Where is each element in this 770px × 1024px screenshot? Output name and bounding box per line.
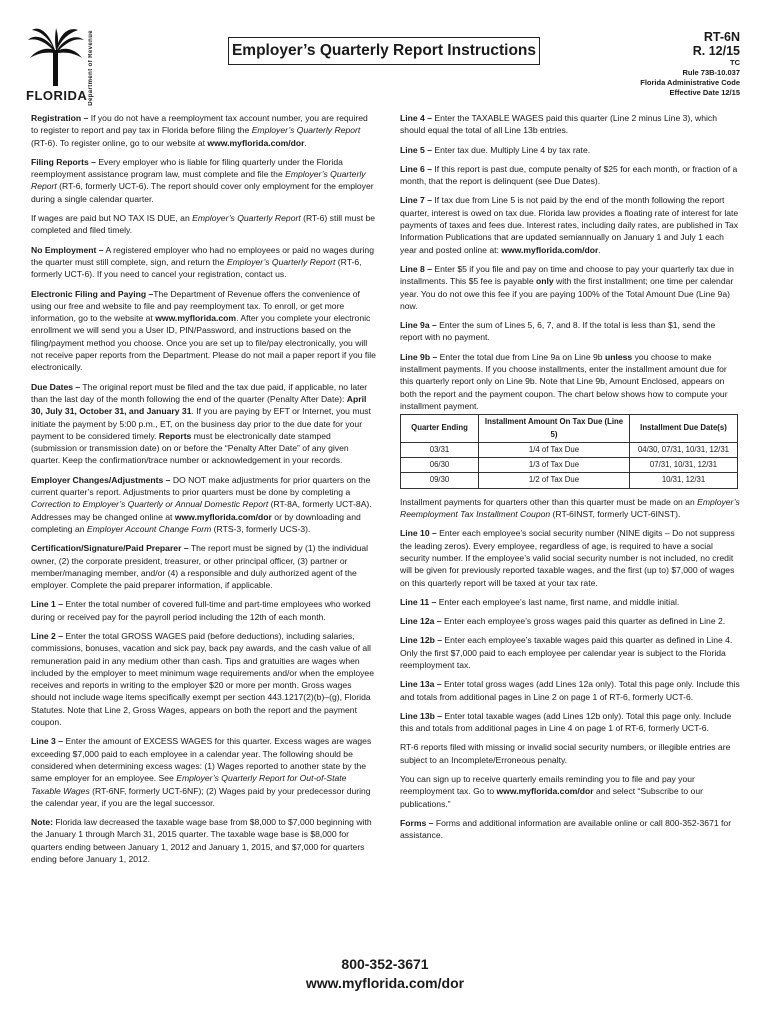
no-tax-due-paragraph: If wages are paid but NO TAX IS DUE, an Employer’s Quarterly Report (RT-6) still must be completed and filed timely.: [31, 213, 376, 236]
line4-paragraph: Line 4 – Enter the TAXABLE WAGES paid this quarter (Line 2 minus Line 3), which should equal the total of all Line 13b entries.: [400, 113, 718, 136]
palm-tree-icon: [26, 28, 86, 86]
table-cell: 04/30, 07/31, 10/31, 12/31: [630, 442, 738, 457]
line8-paragraph: Line 8 – Enter $5 if you file and pay on time and choose to pay your quarterly tax due in installments. This $5 fee is payable only with the first installment; one time per calendar year. You do not owe this fee if you are paying 100% of the Total Amount Due (Line 9a) now.: [400, 263, 734, 311]
footer-website[interactable]: www.myflorida.com/dor: [305, 975, 465, 991]
left-column: [31, 112, 376, 872]
line2-paragraph: Line 2 – Enter the total GROSS WAGES paid (before deductions), including salaries, commissions, bonuses, vacation and sick pay, back pay awards, and the cash value of all remuneration paid in any medium other than cash. Tips and gratuities are wages when included by the employer to meet minimum wage requirements and/or when the employee receives and reports in writing to the employer $20 or more per month. Gross wages should not include wage items specifically exempt per section 443.1217(2)(b)–(g), Florida Statutes. Note that Line 2, Gross Wages, appears on both the report and the payment coupon.: [31, 630, 374, 728]
emails-paragraph: You can sign up to receive quarterly emails reminding you to file and pay your reemployment tax. Go to www.myflorida.com/dor and select “Subscribe to our publications.”: [400, 774, 703, 809]
florida-dor-logo: [26, 28, 108, 108]
line6-paragraph: Line 6 – If this report is past due, compute penalty of $25 for each month, or fraction of a month, that the report is delinquent (see Due Dates).: [400, 163, 738, 187]
note-paragraph: Note: Florida law decreased the taxable wage base from $8,000 to $7,000 beginning with the January 1 through March 31, 2015 quarter. The taxable wage base is $8,000 for quarters ending between January 1, 2012 and January 1, 2015, and $7,000 for quarters ending before January 1, 2012.: [31, 817, 372, 865]
logo-department-text: Department of Revenue: [88, 30, 94, 106]
form-code: RT-6N: [703, 30, 740, 44]
line10-paragraph: Line 10 – Enter each employee’s social security number (NINE digits – Do not suppress the leading zeros). Every employee, regardless of age, is required to have a social security number. If the employee’s valid social security number is not included, no credit will be given for previously reported taxable wages, and the first (up to) $7,000 of wages on this quarterly report will be taxed at your tax rate.: [400, 528, 735, 588]
line1-paragraph: Line 1 – Enter the total number of covered full-time and part-time employees who worked during or received pay for the payroll period including the 12th of each month.: [31, 599, 371, 622]
logo-florida-text: FLORIDA: [26, 88, 88, 103]
line9b-paragraph: Line 9b – Enter the total due from Line 9a on Line 9b unless you choose to make installment payments. If you choose installments, enter the installment amount due for this quarterly report only on Line 9b. Note that Line 9b, Amount Enclosed, appears on both the report and the payment coupon. The chart below shows how to compute your installment payment.: [400, 351, 728, 411]
footer-phone: 800-352-3671: [341, 956, 429, 972]
forms-paragraph: Forms – Forms and additional information are available online or call 800-352-3671 for assistance.: [400, 817, 732, 841]
table-row: [401, 473, 738, 488]
incomplete-paragraph: RT-6 reports filed with missing or invalid social security numbers, or illegible entries are subject to an Incomplete/Erroneous penalty.: [400, 742, 731, 765]
dor-link[interactable]: www.myflorida.com/dor: [496, 786, 594, 797]
line12a-paragraph: Line 12a – Enter each employee’s gross wages paid this quarter as defined in Line 2.: [400, 616, 726, 627]
line9a-paragraph: Line 9a – Enter the sum of Lines 5, 6, 7, and 8. If the total is less than $1, send the report with no payment.: [400, 320, 716, 343]
table-cell: 03/31: [401, 442, 479, 457]
dor-link[interactable]: www.myflorida.com/dor: [207, 137, 305, 148]
form-revision: R. 12/15: [692, 44, 740, 58]
line13b-paragraph: Line 13b – Enter total taxable wages (add Lines 12b only). Total this page only. Include this and totals from additional pages in Line 4 on page 1 of RT-6, formerly UCT-6.: [400, 710, 732, 734]
due-dates-paragraph: Due Dates – The original report must be filed and the tax due paid, if applicable, no later than the last day of the month following the end of the quarter (Penalty After Date): April 30, July 31, October 31, and January 31. If you are paying by EFT or Internet, you must initiate the payment by 5:00 p.m., ET, on the business day prior to the due date for your payment to be considered timely. Reports must be electronically date stamped (submission or transmission date) on or before the “Penalty After Date” of any given quarter. Keep the confirmation/trace number or acknowledgement in your records.: [31, 381, 371, 466]
line12b-paragraph: Line 12b – Enter each employee’s taxable wages paid this quarter as defined in Line 4. Only the first $7,000 paid to each employee per calendar year is subject to the Florida reemployment tax.: [400, 635, 733, 670]
line5-paragraph: Line 5 – Enter tax due. Multiply Line 4 by tax rate.: [400, 144, 591, 155]
registration-paragraph: Registration – If you do not have a reemployment tax account number, you are required to register to report and pay tax in Florida before filing the Employer’s Quarterly Report (RT-6). To register online, go to our website at www.myflorida.com/dor.: [31, 113, 368, 148]
table-cell: 09/30: [401, 473, 479, 488]
employer-changes-paragraph: Employer Changes/Adjustments – DO NOT make adjustments for prior quarters on the current quarter’s report. Adjustments to prior quarters must be done by completing a Correction to Employer’s Quarterly or Annual Domestic Report (RT-8A, formerly UCT-8A). Addresses may be changed online at www.myflorida.com/dor or by downloading and completing an Employer Account Change Form (RTS-3, formerly UCS-3).: [31, 474, 372, 534]
page-footer: [0, 955, 770, 993]
electronic-filing-paragraph: Electronic Filing and Paying –The Department of Revenue offers the convenience of using our free and website to file and pay reemployment tax. To enroll, or get more information, go to the website at www.myflorida.com. After you complete your electronic enrollment we will send you a User ID, PIN/Password, and instructions based on the filing/payment method you choose. Once you are set up to file/pay electronically, you will not receive paper reports from the Department. Please do not mail a paper report if you file electronically.: [31, 288, 376, 373]
line13a-paragraph: Line 13a – Enter total gross wages (add Lines 12a only). Total this page only. Include this and totals from additional pages in Line 2 on page 1 of RT-6, formerly UCT-6.: [400, 679, 740, 702]
table-cell: 1/2 of Tax Due: [479, 473, 630, 488]
dor-link[interactable]: www.myflorida.com/dor: [174, 511, 272, 522]
installment-note-paragraph: Installment payments for quarters other than this quarter must be made on an Employer’s Reemployment Tax Installment Coupon (RT-6INST, formerly UCT-6INST).: [400, 496, 740, 520]
form-meta: [640, 30, 740, 98]
certification-paragraph: Certification/Signature/Paid Preparer – The report must be signed by (1) the individual owner, (2) the corporate president, treasurer, or other principal officer, (3) partner or member/managing member, and/or (4) a responsible and duly authorized agent of the employer. Complete the paid preparer information, if applicable.: [31, 543, 369, 591]
page-title-box: [228, 37, 540, 65]
line11-paragraph: Line 11 – Enter each employee’s last name, first name, and middle initial.: [400, 596, 680, 607]
installment-table: [400, 414, 738, 488]
table-header: Installment Amount On Tax Due (Line 5): [479, 415, 630, 443]
page-header: [0, 0, 770, 115]
filing-reports-paragraph: Filing Reports – Every employer who is liable for filing quarterly under the Florida reemployment assistance program law, must complete and file the Employer’s Quarterly Report (RT-6, formerly UCT-6). The report should cover only employment for the employer during a single calendar quarter.: [31, 156, 374, 204]
myflorida-link[interactable]: www.myflorida.com: [155, 313, 237, 324]
table-cell: 06/30: [401, 458, 479, 473]
form-effective-date: Effective Date 12/15: [669, 88, 740, 97]
table-cell: 1/3 of Tax Due: [479, 458, 630, 473]
table-header: Quarter Ending: [401, 415, 479, 443]
form-tc: TC: [730, 58, 740, 67]
no-employment-paragraph: No Employment – A registered employer who had no employees or paid no wages during the quarter must still complete, sign, and return the Employer’s Quarterly Report (RT-6, formerly UCT-6). If you need to cancel your registration, contact us.: [31, 244, 374, 280]
dor-link[interactable]: www.myflorida.com/dor: [501, 244, 599, 255]
right-column: [400, 112, 740, 849]
table-header-row: [401, 415, 738, 443]
page-title: Employer’s Quarterly Report Instructions: [231, 42, 537, 59]
table-row: [401, 458, 738, 473]
table-row: [401, 442, 738, 457]
table-cell: 1/4 of Tax Due: [479, 442, 630, 457]
form-admin-code: Florida Administrative Code: [640, 78, 740, 87]
line3-paragraph: Line 3 – Enter the amount of EXCESS WAGES for this quarter. Excess wages are wages exceeding $7,000 paid to each employee in a calendar year. The following should be considered when determining excess wages: (1) Wages reported to another state by the same employer for an employee. See Employer’s Quarterly Report for Out-of-State Taxable Wages (RT-6NF, formerly UCT-6NF); (2) Wages paid by your predecessor during the calendar year, if you are the legal successor.: [31, 736, 372, 808]
line7-paragraph: Line 7 – If tax due from Line 5 is not paid by the end of the month following the report quarter, interest is owed on tax due. Florida law provides a floating rate of interest for late payments of taxes and fees due. Interest rates, including daily rates, are published in Tax Information Publications that are updated semiannually on January 1 and July 1 each year and posted online at: www.myflorida.com/dor.: [400, 195, 739, 255]
table-cell: 07/31, 10/31, 12/31: [630, 458, 738, 473]
form-rule: Rule 73B-10.037: [682, 68, 740, 77]
table-header: Installment Due Date(s): [630, 415, 738, 443]
table-cell: 10/31, 12/31: [630, 473, 738, 488]
